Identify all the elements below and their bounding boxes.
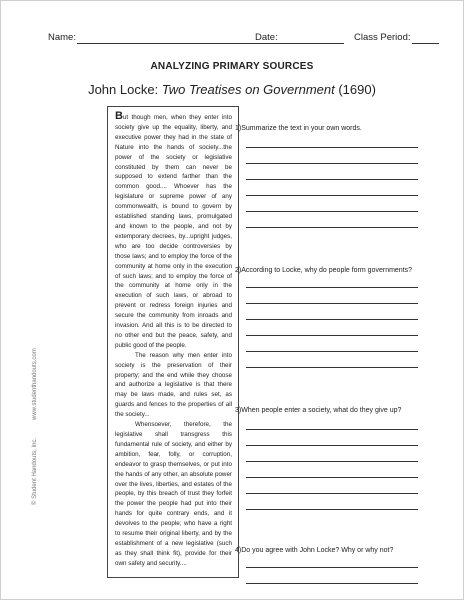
class-period-line xyxy=(412,43,439,44)
answer-line[interactable] xyxy=(246,509,418,510)
passage-paragraph-3: Whensoever, therefore, the legislative shall transgress this fundamental rule of society, and either by ambition, fear, folly, or corruption, endeavor to grasp themselves, or put into the hands of any other, an absolute power over the lives, liberties, and estates of the people, by this breach of trust they forfeit the power the people had put into their hands for quite contrary ends, and it devolves to the people; who have a right to resume their original liberty, and by the establishment of a new legislative (such as they shall think fit), provide for their own safety and security.... xyxy=(115,421,232,567)
subtitle-year: (1690) xyxy=(334,82,376,97)
source-subtitle xyxy=(0,82,464,97)
date-line xyxy=(281,43,344,44)
class-period-label: Class Period: xyxy=(354,32,411,43)
question-1: 1)Summarize the text in your own words. xyxy=(235,125,362,132)
answer-line[interactable] xyxy=(246,195,418,196)
passage-paragraph-2: The reason why men enter into society is the preservation of their property; and the end while they choose and authorize a legislative is that there may be laws made, and rules set, as guards and fences to the properties of all the society... xyxy=(115,351,232,419)
answer-line[interactable] xyxy=(246,227,418,228)
answer-line[interactable] xyxy=(246,567,418,568)
answer-line[interactable] xyxy=(246,583,418,584)
question-3: 3)When people enter a society, what do they give up? xyxy=(235,407,402,414)
answer-line[interactable] xyxy=(246,351,418,352)
passage-paragraph-1-text: ut though men, when they enter into society give up the equality, liberty, and executive power they had in the state of Nature into the hands of society...the power of the society or legislative constituted by them can never be supposed to extend farther than the common good.... Whoever has the legislature or supreme power of any commonwealth, is bound to govern by established standing laws, promulgated and known to the people, and not by extemporary decrees, by...upright judges, who are too decide controversies by those laws; and to employ the force of the community at home only in the execution of such laws; and to employ the force of the community at home only in the execution of such laws, or abroad to prevent or redress foreign injuries and secure the community from inroads and invasion. And all this is to be directed to no other end but the peace, safety, and public good of the people. xyxy=(115,114,232,349)
drop-cap: B xyxy=(115,110,123,122)
answer-line[interactable] xyxy=(246,461,418,462)
answer-line[interactable] xyxy=(246,335,418,336)
name-line xyxy=(77,43,289,44)
question-4: 4)Do you agree with John Locke? Why or why not? xyxy=(235,547,394,554)
subtitle-work: Two Treatises on Government xyxy=(161,82,335,97)
answer-line[interactable] xyxy=(246,319,418,320)
answer-line[interactable] xyxy=(246,147,418,148)
date-label: Date: xyxy=(255,32,278,43)
answer-line[interactable] xyxy=(246,211,418,212)
name-label: Name: xyxy=(48,32,76,43)
sidebar-copyright-text: © Student Handouts, Inc. xyxy=(32,437,38,505)
answer-line[interactable] xyxy=(246,179,418,180)
answer-line[interactable] xyxy=(246,367,418,368)
subtitle-author: John Locke: xyxy=(88,82,162,97)
question-2: 2)According to Locke, why do people form governments? xyxy=(235,267,413,274)
answer-line[interactable] xyxy=(246,303,418,304)
answer-line[interactable] xyxy=(246,287,418,288)
answer-line[interactable] xyxy=(246,477,418,478)
header-row xyxy=(44,32,452,46)
sidebar-url-text: www.studenthandouts.com xyxy=(32,348,38,420)
answer-line[interactable] xyxy=(246,163,418,164)
passage-paragraph-1 xyxy=(115,112,232,351)
answer-line[interactable] xyxy=(246,429,418,430)
answer-line[interactable] xyxy=(246,445,418,446)
answer-line[interactable] xyxy=(246,493,418,494)
primary-source-passage xyxy=(107,106,239,578)
page-title: ANALYZING PRIMARY SOURCES xyxy=(150,61,314,72)
